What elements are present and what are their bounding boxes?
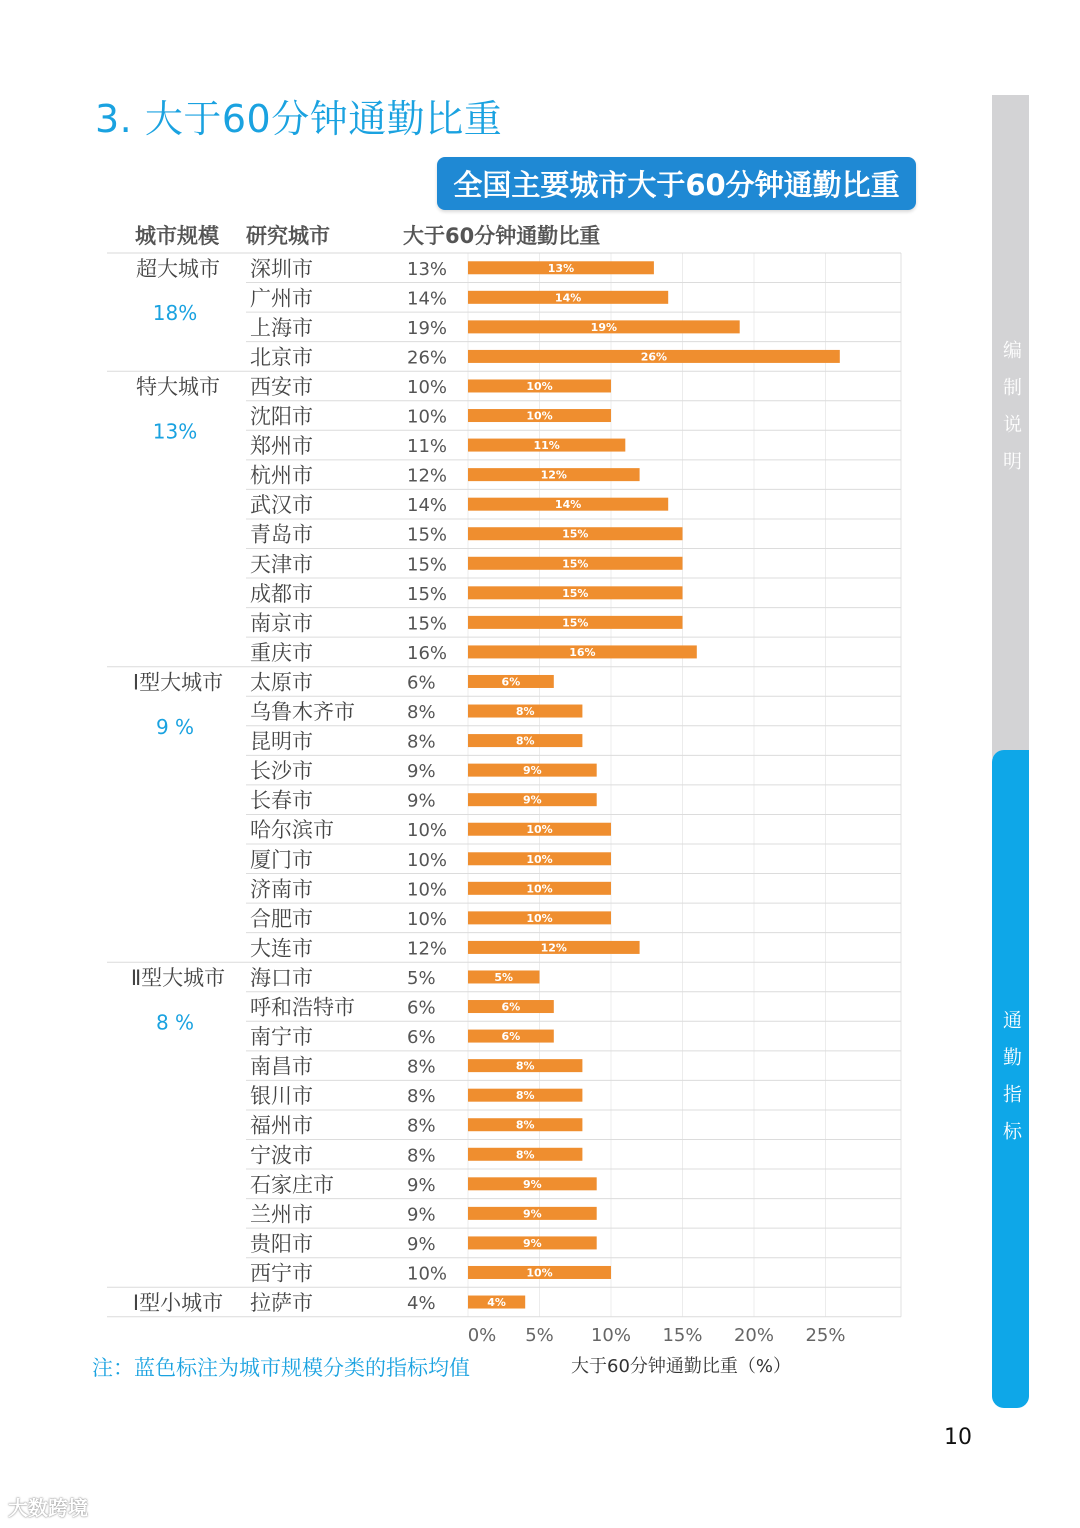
bar-data-label: 8%: [515, 1059, 535, 1073]
city-name: 长沙市: [250, 759, 313, 784]
sidebar-label-top: 编制说明: [1000, 340, 1022, 488]
bar-data-label: 10%: [526, 409, 553, 423]
bar-data-label: 15%: [562, 586, 589, 600]
x-tick-label: 5%: [525, 1324, 554, 1346]
city-value: 10%: [407, 376, 448, 398]
bar-data-label: 12%: [540, 468, 567, 482]
group-average: 18%: [152, 301, 198, 326]
city-value: 14%: [407, 288, 448, 310]
footnote: 注：蓝色标注为城市规模分类的指标均值: [92, 1356, 470, 1380]
bar-data-label: 16%: [569, 645, 596, 659]
city-name: 石家庄市: [250, 1172, 334, 1197]
city-name: 南京市: [250, 611, 313, 636]
city-value: 9%: [407, 761, 436, 783]
city-name: 南宁市: [250, 1025, 313, 1050]
city-name: 合肥市: [250, 906, 313, 931]
x-tick-label: 20%: [733, 1324, 775, 1346]
city-name: 北京市: [250, 345, 313, 370]
city-value: 8%: [407, 702, 436, 724]
city-name: 太原市: [250, 670, 313, 695]
city-value: 15%: [407, 583, 448, 605]
bar-data-label: 8%: [515, 705, 535, 719]
city-value: 8%: [407, 1056, 436, 1078]
city-value: 8%: [407, 1145, 436, 1167]
city-value: 13%: [407, 258, 448, 280]
city-value: 6%: [407, 997, 436, 1019]
group-average: 8 %: [155, 1010, 195, 1035]
city-name: 青岛市: [250, 522, 313, 547]
city-name: 重庆市: [250, 640, 313, 665]
bar-data-label: 8%: [515, 1118, 535, 1132]
bar-data-label: 6%: [501, 1000, 521, 1014]
page-number: 10: [944, 1425, 972, 1450]
bar-data-label: 19%: [590, 320, 618, 334]
city-value: 4%: [407, 1293, 436, 1315]
city-name: 广州市: [250, 286, 313, 311]
bar-data-label: 10%: [526, 823, 553, 837]
sidebar-label-bottom: 通勤指标: [1000, 1010, 1022, 1158]
city-name: 郑州市: [250, 434, 313, 459]
city-value: 19%: [407, 317, 448, 339]
city-value: 9%: [407, 1233, 436, 1255]
city-value: 6%: [407, 1027, 436, 1049]
section-title: 3. 大于60分钟通勤比重: [95, 97, 503, 141]
city-name: 南昌市: [250, 1054, 313, 1079]
city-value: 10%: [407, 1263, 448, 1285]
city-name: 西宁市: [250, 1261, 313, 1286]
bar-data-label: 10%: [526, 379, 553, 393]
city-value: 12%: [407, 465, 448, 487]
city-value: 8%: [407, 1086, 436, 1108]
bar-data-label: 13%: [547, 261, 575, 275]
group-name: Ⅱ型大城市: [130, 965, 226, 990]
bar-data-label: 8%: [515, 1089, 535, 1103]
bar-data-label: 9%: [523, 764, 542, 778]
bar-data-label: 9%: [523, 793, 542, 807]
city-value: 10%: [407, 879, 448, 901]
bar-data-label: 14%: [554, 291, 582, 305]
bar-data-label: 8%: [515, 1148, 535, 1162]
group-name: 特大城市: [136, 374, 220, 399]
city-value: 10%: [407, 849, 448, 871]
bar-data-label: 6%: [501, 1030, 521, 1044]
bar-data-label: 12%: [540, 941, 567, 955]
city-value: 16%: [407, 642, 448, 664]
x-tick-label: 15%: [662, 1324, 703, 1346]
city-name: 济南市: [250, 877, 313, 902]
city-value: 6%: [407, 672, 436, 694]
city-value: 9%: [407, 790, 436, 812]
city-name: 成都市: [250, 581, 313, 606]
city-value: 5%: [407, 967, 436, 989]
city-name: 银川市: [250, 1084, 313, 1109]
group-name: Ⅰ型小城市: [132, 1291, 224, 1316]
city-name: 沈阳市: [250, 404, 313, 429]
bar-data-label: 5%: [494, 970, 514, 984]
bar-data-label: 14%: [554, 498, 582, 512]
city-name: 贵阳市: [250, 1231, 313, 1256]
city-name: 乌鲁木齐市: [250, 700, 355, 725]
city-value: 9%: [407, 1174, 436, 1196]
city-name: 拉萨市: [250, 1291, 313, 1316]
bar-data-label: 6%: [501, 675, 521, 689]
watermark-logo: 大数跨境: [8, 1496, 88, 1520]
chart-title-banner: 全国主要城市大于60分钟通勤比重: [437, 157, 916, 210]
city-name: 深圳市: [250, 256, 313, 281]
bar-data-label: 26%: [640, 350, 668, 364]
city-name: 哈尔滨市: [250, 818, 334, 843]
city-value: 10%: [407, 406, 448, 428]
group-average: 9 %: [155, 714, 195, 739]
city-value: 14%: [407, 495, 448, 517]
group-name: 超大城市: [136, 256, 220, 281]
bar-data-label: 4%: [487, 1296, 506, 1310]
city-name: 杭州市: [250, 463, 313, 488]
bar-data-label: 15%: [562, 527, 589, 541]
bar-data-label: 15%: [562, 557, 589, 571]
city-value: 10%: [407, 908, 448, 930]
city-value: 8%: [407, 1115, 436, 1137]
city-name: 长春市: [250, 788, 313, 813]
city-name: 西安市: [250, 374, 313, 399]
city-name: 厦门市: [250, 847, 313, 872]
x-tick-label: 0%: [467, 1324, 497, 1346]
bar-data-label: 10%: [526, 882, 553, 896]
city-name: 昆明市: [250, 729, 313, 754]
city-name: 大连市: [250, 936, 313, 961]
city-name: 兰州市: [250, 1202, 313, 1227]
bar-data-label: 15%: [562, 616, 589, 630]
city-value: 15%: [407, 524, 448, 546]
city-value: 9%: [407, 1204, 436, 1226]
column-header-scale: 城市规模: [135, 224, 219, 248]
city-value: 8%: [407, 731, 436, 753]
bar-data-label: 8%: [515, 734, 535, 748]
bar-data-label: 9%: [523, 1207, 542, 1221]
city-value: 15%: [407, 554, 448, 576]
column-header-city: 研究城市: [246, 224, 330, 248]
bar-data-label: 10%: [526, 1266, 553, 1280]
city-value: 15%: [407, 613, 448, 635]
city-name: 海口市: [250, 965, 313, 990]
column-header-metric: 大于60分钟通勤比重: [403, 224, 601, 248]
x-axis-title: 大于60分钟通勤比重（%）: [571, 1356, 792, 1377]
city-name: 宁波市: [250, 1143, 313, 1168]
city-value: 26%: [407, 347, 448, 369]
x-tick-label: 25%: [805, 1324, 846, 1346]
group-name: Ⅰ型大城市: [132, 670, 224, 695]
city-name: 福州市: [250, 1113, 313, 1138]
bar-data-label: 9%: [523, 1177, 542, 1191]
city-value: 10%: [407, 820, 448, 842]
city-value: 11%: [407, 436, 448, 458]
city-value: 12%: [407, 938, 448, 960]
bar-data-label: 9%: [523, 1236, 542, 1250]
group-average: 13%: [152, 419, 198, 444]
x-tick-label: 10%: [590, 1324, 632, 1346]
city-name: 天津市: [250, 552, 313, 577]
city-name: 武汉市: [250, 493, 313, 518]
bar-data-label: 10%: [526, 911, 553, 925]
bar-data-label: 10%: [526, 852, 553, 866]
bar-data-label: 11%: [533, 439, 560, 453]
city-name: 呼和浩特市: [250, 995, 355, 1020]
city-name: 上海市: [250, 315, 313, 340]
